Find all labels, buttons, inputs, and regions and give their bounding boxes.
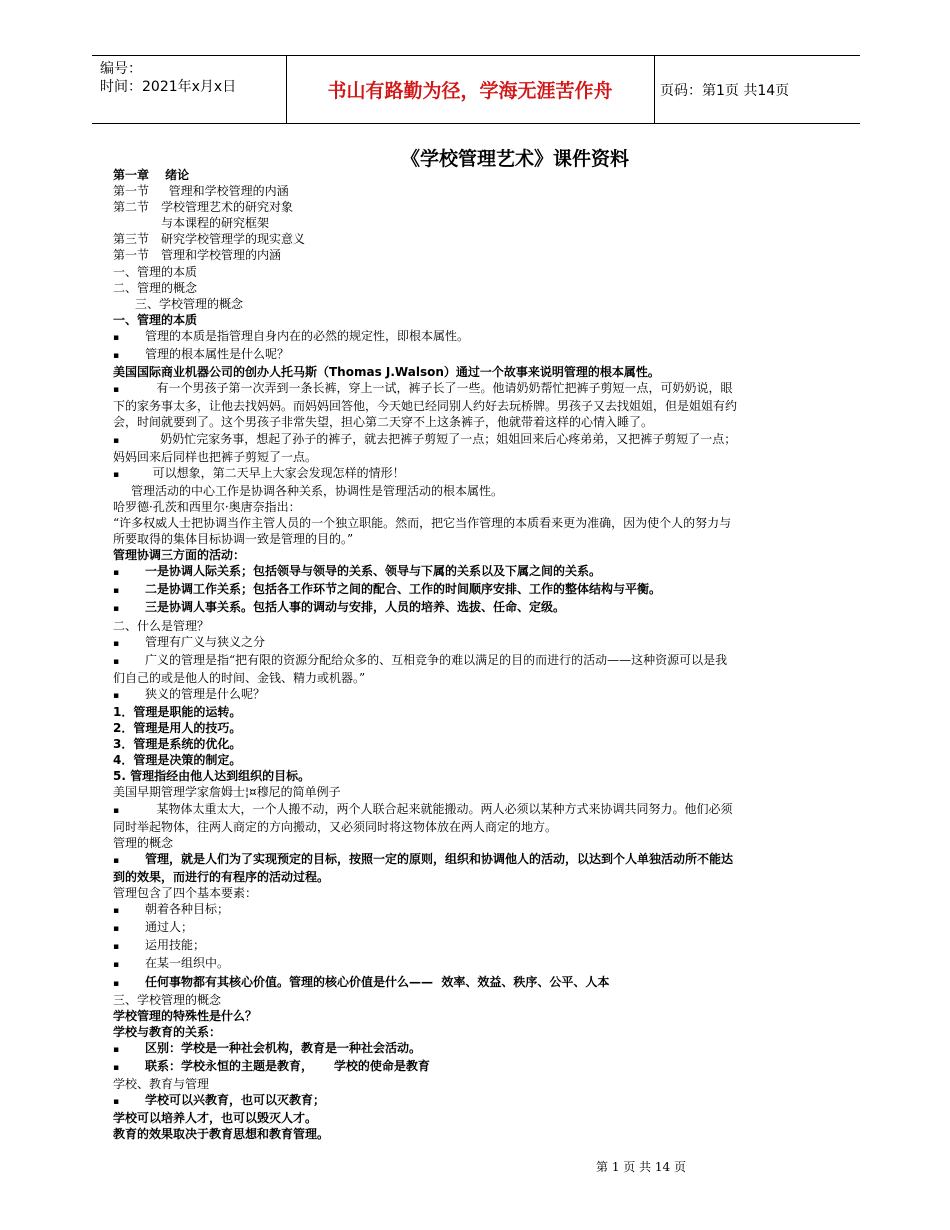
bullet-icon: ▪ — [113, 332, 120, 343]
time-label: 时间：2021年x月x日 — [100, 79, 237, 95]
line-text: 一是协调人际关系；包括领导与领导的关系、领导与下属的关系以及下属之间的关系。 — [145, 564, 602, 579]
line-text: 学校、教育与管理 — [113, 1077, 210, 1092]
line-text: 所要取得的集体目标协调一致是管理的目的。” — [113, 532, 354, 547]
line-text: 学校可以培养人才，也可以毁灭人才。 — [113, 1111, 318, 1126]
text-line — [113, 974, 845, 992]
bullet-icon: ▪ — [113, 656, 120, 667]
bullet-icon: ▪ — [113, 638, 120, 649]
text-line — [113, 670, 845, 686]
line-text: 运用技能； — [145, 938, 206, 953]
line-text: 第一节 管理和学校管理的内涵 — [113, 184, 289, 199]
text-line — [113, 563, 845, 581]
text-line — [113, 819, 845, 835]
text-line — [113, 768, 845, 784]
line-text: 二、管理的概念 — [113, 280, 198, 295]
header-page-info: 页码：第1页 共14页 — [660, 82, 790, 99]
bullet-icon: ▪ — [113, 385, 120, 396]
page-header — [92, 55, 860, 124]
line-text: 哈罗德·孔茨和西里尔·奥唐奈指出： — [113, 499, 301, 514]
text-line — [113, 1126, 845, 1142]
line-text: 们自己的或是他人的时间、金钱、精力或机器。” — [113, 670, 366, 685]
line-text: 美国国际商业机器公司的创办人托马斯（Thomas J.Walson）通过一个故事来说明管理的根本属性。 — [113, 365, 660, 380]
line-text: 管理，就是人们为了实现预定的目标，按照一定的原则，组织和协调他人的活动，以达到个人单独活动所不能达 — [145, 851, 734, 866]
header-meta — [100, 60, 236, 96]
bullet-icon: ▪ — [113, 690, 120, 701]
line-text: 狭义的管理是什么呢？ — [145, 686, 266, 701]
text-line — [113, 652, 845, 670]
text-line — [113, 801, 845, 819]
text-line — [113, 449, 845, 465]
line-text: 3．管理是系统的优化。 — [113, 737, 242, 752]
text-line — [113, 869, 845, 885]
line-text: 下的家务事太多，让他去找妈妈。而妈妈回答他，今天她已经同别人约好去玩桥牌。男孩子又去找姐姐，但是姐姐有约 — [113, 399, 738, 414]
page-footer: 第 1 页 共 14 页 — [596, 1160, 686, 1174]
line-text: 某物体太重太大，一个人搬不动，两个人联合起来就能搬动。两人必须以某种方式来协调共同努力。他们必须 — [145, 801, 733, 816]
bullet-icon: ▪ — [113, 978, 120, 989]
line-text: 会，时间就要到了。这个男孩子非常失望，担心第二天穿不上这条裤子，他就带着这样的心情入睡了。 — [113, 415, 654, 430]
text-line — [113, 919, 845, 937]
bullet-icon: ▪ — [113, 351, 120, 362]
line-text: 三是协调人事关系。包括人事的调动与安排，人员的培养、选拔、任命、定级。 — [145, 600, 566, 615]
line-text: 与本课程的研究框架 — [161, 216, 270, 231]
text-line — [113, 465, 845, 483]
bullet-icon: ▪ — [113, 942, 120, 953]
text-line — [113, 247, 845, 263]
text-line — [113, 547, 845, 563]
text-line — [113, 531, 845, 547]
text-line — [113, 398, 845, 414]
text-line — [113, 581, 845, 599]
line-text: 4．管理是决策的制定。 — [113, 753, 242, 768]
line-text: 学校与教育的关系： — [113, 1024, 222, 1039]
line-text: 学校管理的特殊性是什么？ — [113, 1008, 258, 1023]
text-line — [113, 1058, 845, 1076]
line-text: 学校可以兴教育，也可以灭教育； — [145, 1093, 326, 1108]
line-text: 二是协调工作关系；包括各工作环节之间的配合、工作的时间顺序安排、工作的整体结构与平衡。 — [145, 582, 662, 597]
line-text: 一、管理的本质 — [113, 312, 198, 327]
bullet-icon: ▪ — [113, 1044, 120, 1055]
text-line — [113, 483, 845, 499]
text-line — [113, 183, 845, 199]
line-text: 区别：学校是一种社会机构，教育是一种社会活动。 — [145, 1040, 422, 1055]
line-text: 二、什么是管理？ — [113, 618, 210, 633]
text-line — [113, 215, 845, 231]
bullet-icon: ▪ — [113, 435, 120, 446]
text-line — [113, 901, 845, 919]
line-text: 朝着各种目标； — [145, 902, 230, 917]
text-line — [113, 312, 845, 328]
text-line — [113, 937, 845, 955]
text-line — [113, 515, 845, 531]
text-line — [113, 1024, 845, 1040]
text-line — [113, 992, 845, 1008]
line-text: 有一个男孩子第一次弄到一条长裤，穿上一试，裤子长了一些。他请奶奶帮忙把裤子剪短一点，可奶奶说，眼 — [145, 381, 733, 396]
line-text: 联系：学校永恒的主题是教育， 学校的使命是教育 — [145, 1058, 430, 1073]
line-text: “许多权威人士把协调当作主管人员的一个独立职能。然而，把它当作管理的本质看来更为准确，因为使个人的努力与 — [113, 515, 732, 530]
text-line — [113, 280, 845, 296]
bullet-icon: ▪ — [113, 960, 120, 971]
text-line — [113, 1092, 845, 1110]
line-text: 奶奶忙完家务事，想起了孙子的裤子，就去把裤子剪短了一点；姐姐回来后心疼弟弟，又把裤子剪短了一点； — [145, 431, 737, 446]
line-text: 到的效果，而进行的有程序的活动过程。 — [113, 869, 330, 884]
line-text: 2．管理是用人的技巧。 — [113, 721, 242, 736]
text-line — [113, 835, 845, 851]
header-divider — [286, 56, 287, 123]
line-text: 同时举起物体，往两人商定的方向搬动，又必须同时将这物体放在两人商定的地方。 — [113, 819, 558, 834]
line-text: 管理的根本属性是什么呢？ — [145, 347, 290, 362]
text-line — [113, 686, 845, 704]
header-divider — [654, 56, 655, 123]
line-text: 管理协调三方面的活动： — [113, 548, 246, 563]
bullet-icon: ▪ — [113, 805, 120, 816]
line-text: 管理的概念 — [113, 835, 174, 850]
bullet-icon: ▪ — [113, 604, 120, 615]
document-title: 《学校管理艺术》课件资料 — [400, 148, 629, 170]
bullet-icon: ▪ — [113, 1097, 120, 1108]
line-text: 广义的管理是指“把有限的资源分配给众多的、互相竞争的难以满足的目的而进行的活动——这种资源可以是我 — [145, 652, 728, 667]
bullet-icon: ▪ — [113, 1062, 120, 1073]
number-label: 编号： — [100, 61, 142, 77]
line-text: 妈妈回来后同样也把裤子剪短了一点。 — [113, 449, 318, 464]
text-line — [113, 599, 845, 617]
text-line — [113, 264, 845, 280]
text-line — [113, 618, 845, 634]
text-line — [113, 1008, 845, 1024]
bullet-icon: ▪ — [113, 924, 120, 935]
text-line — [113, 199, 845, 215]
text-line — [113, 364, 845, 380]
line-text: 通过人； — [145, 920, 194, 935]
text-line — [113, 752, 845, 768]
bullet-icon: ▪ — [113, 469, 120, 480]
bullet-icon: ▪ — [113, 586, 120, 597]
line-text: 管理的本质是指管理自身内在的必然的规定性，即根本属性。 — [145, 328, 470, 343]
line-text: 管理包含了四个基本要素： — [113, 886, 258, 901]
text-line — [113, 885, 845, 901]
text-line — [113, 167, 845, 183]
text-line — [113, 296, 845, 312]
text-line — [113, 1110, 845, 1126]
line-text: 5. 管理指经由他人达到组织的目标。 — [113, 769, 311, 784]
text-line — [113, 634, 845, 652]
bullet-icon: ▪ — [113, 855, 120, 866]
bullet-icon: ▪ — [113, 568, 120, 579]
header-motto: 书山有路勤为径，学海无涯苦作舟 — [327, 80, 613, 102]
line-text: 管理有广义与狭义之分 — [145, 634, 266, 649]
text-line — [113, 720, 845, 736]
line-text: 在某一组织中。 — [145, 956, 230, 971]
line-text: 第二节 学校管理艺术的研究对象 — [113, 200, 294, 215]
line-text: 第三节 研究学校管理学的现实意义 — [113, 232, 306, 247]
line-text: 管理活动的中心工作是协调各种关系，协调性是管理活动的根本属性。 — [131, 483, 504, 498]
line-text: 第一节 管理和学校管理的内涵 — [113, 248, 282, 263]
line-text: 三、学校管理的概念 — [135, 296, 244, 311]
text-line — [113, 380, 845, 398]
line-text: 第一章 绪论 — [113, 168, 190, 182]
line-text: 可以想象，第二天早上大家会发现怎样的情形！ — [145, 465, 405, 480]
line-text: 一、管理的本质 — [113, 264, 198, 279]
text-line — [113, 431, 845, 449]
document-body — [113, 167, 845, 1142]
text-line — [113, 414, 845, 430]
text-line — [113, 1040, 845, 1058]
line-text: 任何事物都有其核心价值。管理的核心价值是什么—— 效率、效益、秩序、公平、人本 — [145, 974, 610, 989]
line-text: 美国早期管理学家詹姆士¦¤穆尼的简单例子 — [113, 785, 341, 800]
text-line — [113, 1076, 845, 1092]
text-line — [113, 346, 845, 364]
text-line — [113, 955, 845, 973]
line-text: 教育的效果取决于教育思想和教育管理。 — [113, 1127, 330, 1142]
text-line — [113, 231, 845, 247]
bullet-icon: ▪ — [113, 906, 120, 917]
text-line — [113, 851, 845, 869]
text-line — [113, 784, 845, 800]
line-text: 三、学校管理的概念 — [113, 992, 222, 1007]
line-text: 1．管理是职能的运转。 — [113, 705, 242, 719]
text-line — [113, 736, 845, 752]
text-line — [113, 328, 845, 346]
text-line — [113, 704, 845, 720]
text-line — [113, 499, 845, 515]
